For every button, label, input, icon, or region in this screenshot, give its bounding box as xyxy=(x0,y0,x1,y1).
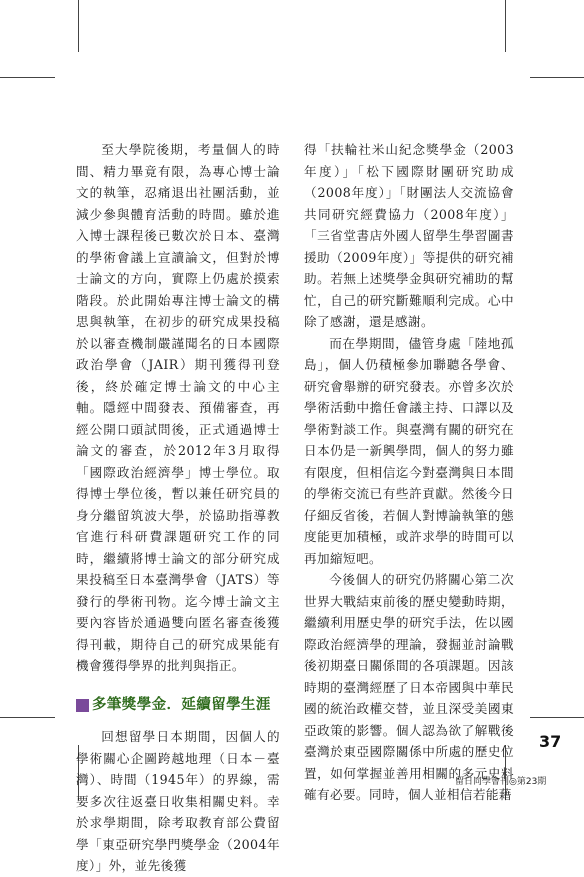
right-column xyxy=(304,139,514,806)
right-paragraph-3: 今後個人的研究仍將關心第二次世界大戰結束前後的歷史變動時期，繼續利用歷史學的研究手法，佐以國際政治經濟學的理論，發掘並討論戰後初期臺日關係間的各項課題。因該時期的臺灣經歷了日本帝國與中華民國的統治政權交替，並且深受美國東亞政策的影響。個人認為欲了解戰後臺灣於東亞國際關係中所處的歷史位置，如何掌握並善用相關的多元史料確有必要。同時，個人並相信若能藉 xyxy=(304,572,514,802)
right-paragraph-1: 得「扶輪社米山紀念獎學金（2003年度）」「松下國際財團研究助成（2008年度）」「財團法人交流協會共同研究經費協力（2008年度）」「三省堂書店外國人留學生學習圖書援助（2009年度）」等提供的研究補助。若無上述獎學金與研究補助的幫忙，自己的研究斷難順利完成。心中除了感謝，還是感謝。 xyxy=(304,142,514,329)
crop-mark xyxy=(505,0,506,52)
footer-publication: 留日同學會刊◎第23期 xyxy=(455,777,547,787)
right-paragraph-2: 而在學期間，儘管身處「陸地孤島」，個人仍積極參加聯聽各學會、研究會舉辦的研究發表。亦曾多次於學術活動中擔任會議主持、口譯以及學術對談工作。與臺灣有關的研究在日本仍是一新興學問，個人的努力雖有限度，但相信迄今對臺灣與日本間的學術交流已有些許貢獻。然後今日仔細反省後，若個人對博論執筆的態度能更加積極，或許求學的時間可以再加縮短吧。 xyxy=(304,335,514,566)
crop-mark xyxy=(0,717,55,718)
crop-mark xyxy=(530,77,584,78)
crop-mark xyxy=(530,717,584,718)
left-paragraph-1: 至大學院後期，考量個人的時間、精力畢竟有限，為專心博士論文的執筆，忍痛退出社團活動，並減少參與體育活動的時間。雖於進入博士課程後已數次於日本、臺灣的學術會議上宣讀論文，但對於博士論文的方向，實際上仍處於摸索階段。於此開始專注博士論文的構思與執筆，在初步的研究成果投稿於以審查機制嚴謹聞名的日本國際政治學會（JAIR）期刊獲得刊登後，終於確定博士論文的中心主軸。隱經中間發表、預備審查，再經公開口頭試問後，正式通過博士論文的審查，於2012年3月取得「國際政治經濟學」博士學位。取得博士學位後，暫以兼任研究員的身分繼留筑波大學，於協助指導教官進行科研費課題研究工作的同時，繼續將博士論文的部分研究成果投稿至日本臺灣學會（JATS）等發行的學術刊物。迄今博士論文主要內容皆於通過雙向匿名審查後獲得刊載，期待自己的研究成果能有機會獲得學界的批判與指正。 xyxy=(76,142,280,673)
page-number: 37 xyxy=(539,732,562,751)
heading-marker-icon xyxy=(76,699,89,712)
crop-mark xyxy=(0,77,55,78)
left-paragraph-2: 回想留學日本期間，因個人的學術關心企圖跨越地理（日本－臺灣）、時間（1945年）的界線，需要多次往返臺日收集相關史料。幸於求學期間，除考取教育部公費留學「東亞研究學門獎學金（2004年度）」外，並先後獲 xyxy=(76,729,280,873)
left-column xyxy=(76,139,280,877)
crop-mark xyxy=(78,0,79,52)
section-heading-text: 多筆獎學金．延續留學生涯 xyxy=(92,696,271,713)
section-heading xyxy=(76,695,280,717)
